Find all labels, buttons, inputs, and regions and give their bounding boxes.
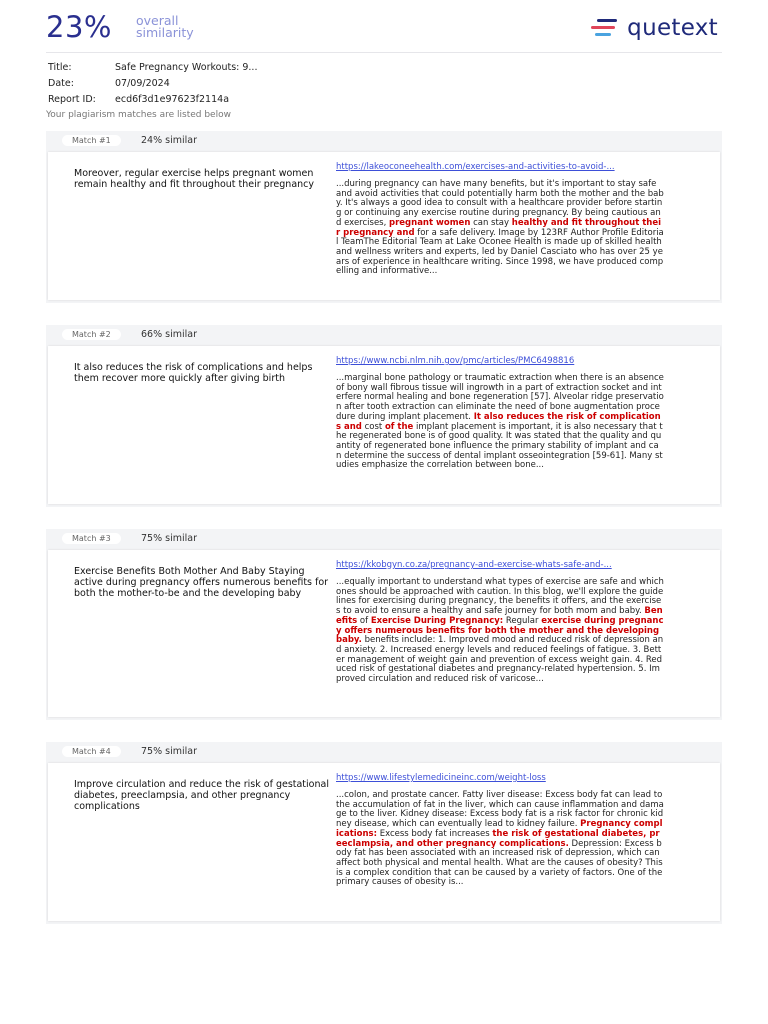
match-similarity: 24% similar: [141, 135, 197, 146]
highlighted-match-text: pregnant women: [389, 217, 471, 228]
excerpt-text: Depression: Excess body fat has been associated with an increased risk of depression, which can affect both physical and mental health. What are the causes of obesity? This is a complex condition that can be caused by a variety of factors. One of the primary causes of obesity is...: [336, 838, 663, 888]
match-header: [46, 742, 722, 762]
source-link[interactable]: https://www.ncbi.nlm.nih.gov/pmc/articles/PMC6498816: [336, 356, 575, 366]
match-similarity: 75% similar: [141, 746, 197, 757]
source-excerpt: [336, 180, 664, 277]
excerpt-text: Regular: [503, 615, 542, 626]
highlighted-match-text: It also reduces the risk of complications and: [336, 411, 661, 432]
match-similarity: 75% similar: [141, 533, 197, 544]
source-link[interactable]: https://www.lifestylemedicineinc.com/weight-loss: [336, 773, 546, 783]
highlighted-match-text: Benefits: [336, 606, 663, 626]
match-header: [46, 325, 722, 345]
source-link[interactable]: https://lakeoconeehealth.com/exercises-and-activities-to-avoid-...: [336, 162, 615, 172]
source-excerpt: [336, 374, 664, 471]
report-id-value: ecd6f3d1e97623f2114a: [115, 94, 230, 105]
highlighted-match-text: Exercise During Pregnancy:: [370, 615, 504, 626]
match-card: [48, 346, 720, 504]
match-source: [336, 356, 664, 471]
report-id-row: [48, 94, 257, 110]
date-row: [48, 78, 257, 94]
excerpt-text: implant placement is important, it is also necessary that the regenerated bone is of good quality. It was stated that the quality and quantity of regenerated bone influence the primary stability of implant and can determine the success of dental implant osseointegration [59-61]. Many studies emphasize the correlation between bone...: [336, 421, 663, 471]
highlighted-match-text: exercise during pregnancy offers numerous benefits for both the mother and the developing baby.: [336, 615, 664, 646]
excerpt-text: benefits include: 1. Improved mood and reduced risk of depression and anxiety. 2. Increased energy levels and reduced feelings of fatigue. 3. Better management of weight gain and prevention of excess weight gain. 4. Reduced risk of gestational diabetes and pregnancy-related hypertension. 5. Improved circulation and reduced risk of varicose...: [336, 635, 664, 685]
title-label: Title:: [48, 62, 72, 73]
match-number-badge: Match #2: [62, 329, 121, 340]
match-section: [46, 325, 722, 507]
match-source: [336, 773, 664, 888]
match-similarity: 66% similar: [141, 329, 197, 340]
match-card: [48, 763, 720, 921]
excerpt-text: ...colon, and prostate cancer. Fatty liver disease: Excess body fat can lead to the accumulation of fat in the liver, which can cause inflammation and damage to the liver. Kidney disease: Excess body fat is a risk factor for chronic kidney disease, which can eventually lead to kidney failure.: [336, 790, 664, 830]
match-section: [46, 742, 722, 924]
quetext-logo-icon: [591, 18, 619, 38]
matched-text: It also reduces the risk of complications and helps them recover more quickly after giving birth: [74, 362, 313, 384]
match-section: [46, 131, 722, 303]
match-number-badge: Match #3: [62, 533, 121, 544]
match-card: [48, 550, 720, 717]
source-excerpt: [336, 578, 664, 685]
matched-text: Moreover, regular exercise helps pregnant women remain healthy and fit throughout their pregnancy: [74, 168, 315, 190]
date-value: 07/09/2024: [115, 78, 170, 89]
report-id-label: Report ID:: [48, 94, 96, 105]
highlighted-match-text: Pregnancy complications:: [336, 819, 663, 839]
overall-similarity-percent: 23%: [46, 10, 112, 44]
match-source: [336, 560, 664, 685]
title-row: [48, 62, 257, 78]
overall-label-line2: similarity: [136, 25, 194, 40]
overall-label-line1: overall: [136, 13, 179, 28]
overall-similarity-label: [136, 15, 194, 39]
source-link[interactable]: https://kkobgyn.co.za/pregnancy-and-exercise-whats-safe-and-...: [336, 560, 612, 570]
excerpt-text: for a safe delivery. Image by 123RF Author Profile Editorial TeamThe Editorial Team at Lake Oconee Health is made up of skilled health and wellness writers and experts, led by Daniel Casciato who has over 25 years of experience in healthcare writing. Since 1998, we have produced compelling and informative...: [336, 227, 664, 277]
match-card: [48, 152, 720, 300]
match-source: [336, 162, 664, 277]
matched-text: Improve circulation and reduce the risk of gestational diabetes, preeclampsia, and other pregnancy complications: [74, 779, 329, 812]
report-meta: [48, 62, 257, 110]
quetext-logo: [591, 14, 718, 42]
matched-text: Exercise Benefits Both Mother And Baby Staying active during pregnancy offers numerous benefits for both the mother-to-be and the developing baby: [74, 566, 329, 599]
logo-text: quetext: [627, 15, 718, 41]
title-value: Safe Pregnancy Workouts: 9...: [115, 62, 258, 73]
excerpt-text: cost: [361, 421, 385, 432]
excerpt-text: ...during pregnancy can have many benefits, but it's important to stay safe and avoid activities that could potentially harm both the mother and the baby. It's always a good idea to consult with a healthcare provider before starting or continuing any exercise routine during pregnancy. By being cautious and exercises,: [336, 179, 664, 228]
highlighted-match-text: of the: [384, 421, 414, 432]
matches-intro: Your plagiarism matches are listed below: [46, 110, 231, 120]
match-number-badge: Match #4: [62, 746, 121, 757]
match-section: [46, 529, 722, 720]
excerpt-text: of: [357, 615, 371, 626]
match-number-badge: Match #1: [62, 135, 121, 146]
match-header: [46, 529, 722, 549]
highlighted-match-text: healthy and fit throughout their pregnancy and: [336, 217, 662, 238]
excerpt-text: Excess body fat increases: [377, 828, 493, 839]
date-label: Date:: [48, 78, 74, 89]
match-header: [46, 131, 722, 151]
excerpt-text: can stay: [470, 217, 512, 228]
highlighted-match-text: the risk of gestational diabetes, preeclampsia, and other pregnancy complications.: [336, 828, 660, 849]
source-excerpt: [336, 791, 664, 888]
excerpt-text: ...equally important to understand what types of exercise are safe and which ones should be approached with caution. In this blog, we'll explore the guidelines for exercising during pregnancy, the benefits it offers, and the exercises to avoid to ensure a healthy and safe journey for both mom and baby.: [336, 577, 664, 617]
excerpt-text: ...marginal bone pathology or traumatic extraction when there is an absence of bony wall fibrous tissue will ingrowth in a part of extraction socket and interfere normal healing and bone regeneration [57]. Alveolar ridge preservation after tooth extraction can eliminate the need of bone augmentation procedure during implant placement.: [336, 373, 664, 422]
report-header: [46, 0, 722, 53]
